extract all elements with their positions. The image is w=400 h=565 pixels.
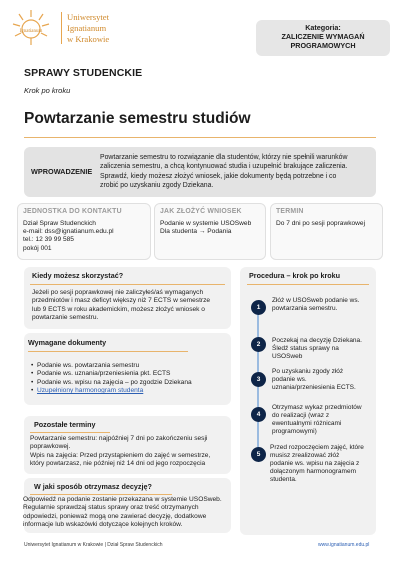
step-line: programowymi): [272, 428, 317, 435]
step-line: podanie ws.: [272, 376, 307, 383]
decision-line: Regularnie sprawdzaj status sprawy oraz treść otrzymanych: [23, 504, 199, 512]
university-name-line2: Ignatianum: [67, 23, 107, 33]
contact-box: [17, 203, 151, 260]
harmonogram-link[interactable]: Uzupełniony harmonogram studenta: [37, 386, 144, 394]
deadlines-line: który powtarzasz, nie później niż 14 dni od jego rozpoczęcia: [30, 459, 206, 467]
deadlines-line: poprawkowej.: [30, 443, 71, 451]
when-line: lub 9 ECTS w roku akademickim, możesz złożyć wniosek o: [32, 305, 205, 313]
step-number-5: 5: [251, 447, 266, 462]
decision-card: [24, 478, 231, 533]
documents-heading: Wymagane dokumenty: [28, 338, 107, 347]
category-value-line1: ZALICZENIE WYMAGAŃ: [281, 32, 365, 42]
term-box: [270, 203, 383, 260]
step-line: Otrzymasz wykaz przedmiotów: [272, 404, 362, 411]
step-text-3: [272, 368, 376, 392]
step-number-4: 4: [251, 407, 266, 422]
university-name-line1: Uniwersytet: [67, 12, 110, 22]
when-card: [24, 267, 231, 329]
how-to-apply-heading: JAK ZŁOŻYĆ WNIOSEK: [160, 208, 242, 215]
step-line: studenta.: [270, 476, 297, 483]
subtitle: Krok po kroku: [24, 86, 71, 95]
step-line: Śledź status sprawy na: [272, 345, 339, 352]
deadlines-line: Wpis na zajęcia: Przed przystąpieniem do zajęć w semestrze,: [30, 451, 211, 459]
category-value-line2: PROGRAMOWYCH: [290, 41, 356, 51]
decision-line: informacje lub wskazówki dotyczące kolejnych kroków.: [23, 520, 183, 528]
logo-divider: [61, 12, 62, 44]
document-item: • Podanie ws. uznania/przeniesienia pkt. ECTS: [31, 370, 227, 378]
documents-list: [31, 362, 227, 395]
when-divider: [30, 284, 225, 285]
contact-email[interactable]: e-mail: dss@ignatianum.edu.pl: [23, 228, 114, 236]
document-item[interactable]: [31, 387, 227, 395]
deadlines-text: [30, 435, 228, 468]
decision-line: Odpowiedź na podanie zostanie przekazana w systemie USOSweb.: [23, 496, 222, 503]
step-line: powtarzania semestru.: [272, 305, 338, 312]
term-heading: TERMIN: [276, 208, 304, 215]
document-item: • Podanie ws. powtarzania semestru: [31, 362, 227, 370]
intro-line: Powtarzanie semestru to rozwiązanie dla studentów, którzy nie spełnili warunków: [100, 154, 348, 161]
when-text: [32, 289, 228, 322]
intro-line: zaliczenia semestru, a chcą kontynuować studia i uzupełnić brakujące zaliczenia.: [100, 163, 348, 171]
contact-name: Dział Spraw Studenckich: [23, 220, 96, 227]
university-logo-icon: [10, 8, 52, 48]
intro-text: [100, 153, 372, 190]
step-number-3: 3: [251, 372, 266, 387]
deadlines-divider: [30, 432, 110, 433]
when-heading: Kiedy możesz skorzystać?: [32, 271, 124, 280]
when-line: Jeżeli po sesji poprawkowej nie zaliczyłeś/aś wymaganych: [32, 289, 204, 296]
intro-label: WPROWADZENIE: [31, 167, 93, 176]
step-text-2: [272, 337, 376, 361]
documents-card: [24, 333, 231, 405]
step-text-1: [272, 297, 376, 313]
deadlines-line: Powtarzanie semestru: najpóźniej 7 dni po zakończeniu sesji: [30, 435, 208, 442]
step-line: musisz zrealizować złóż: [270, 452, 340, 459]
footer-website-link[interactable]: www.ignatianum.edu.pl: [318, 542, 370, 548]
term-line1: Do 7 dni po sesji poprawkowej: [276, 220, 366, 227]
category-badge: [256, 20, 390, 56]
contact-phone[interactable]: tel.: 12 39 99 585: [23, 236, 74, 244]
footer-left: Uniwersytet Ignatianum w Krakowie | Dział Spraw Studenckich: [24, 542, 163, 548]
university-name-line3: w Krakowie: [67, 34, 110, 44]
step-text-4: [272, 404, 376, 436]
intro-line: zrobić po uzyskaniu zgody Dziekana.: [100, 181, 214, 189]
documents-divider: [28, 351, 188, 352]
how-to-apply-line2: Dla studenta → Podania: [160, 228, 232, 236]
step-line: Złóż w USOSweb podanie ws.: [272, 297, 360, 304]
step-line: podanie ws. wpisu na zajęcia z: [270, 460, 360, 467]
step-line: ewentualnymi różnicami: [272, 420, 342, 427]
deadlines-heading: Pozostałe terminy: [34, 420, 96, 429]
procedure-heading: Procedura – krok po kroku: [249, 271, 341, 280]
contact-room: pokój 001: [23, 244, 52, 252]
decision-text: [23, 496, 233, 529]
decision-divider: [30, 494, 172, 495]
decision-heading: W jaki sposób otrzymasz decyzję?: [34, 482, 152, 491]
step-line: dołączonym harmonogramem: [270, 468, 356, 475]
svg-text:Ignatianum: Ignatianum: [19, 29, 43, 34]
how-to-apply-box: [154, 203, 266, 260]
step-text-5: [270, 444, 374, 484]
how-to-apply-line1: Podanie w systemie USOSweb: [160, 220, 252, 227]
title-divider: [24, 137, 376, 138]
when-line: przedmiotów i masz deficyt większy niż 7 ECTS w semestrze: [32, 297, 211, 305]
procedure-divider: [247, 284, 369, 285]
university-name: [67, 12, 109, 45]
intro-line: Sprawdź, kiedy możesz złożyć wniosek, jakie dokumenty będą potrzebne i co: [100, 172, 337, 180]
document-item: • Podanie ws. wpisu na zajęcia – po zgodzie Dziekana: [31, 379, 227, 387]
contact-heading: JEDNOSTKA DO KONTAKTU: [23, 208, 122, 215]
step-line: Przed rozpoczęciem zajęć, które: [270, 444, 364, 451]
deadlines-card: [24, 416, 231, 474]
decision-line: odpowiedzi, ponieważ mogą one zawierać decyzję, dodatkowe: [23, 512, 207, 520]
step-line: uznania/przeniesienia ECTS.: [272, 384, 356, 391]
step-number-1: 1: [251, 300, 266, 315]
section-title: SPRAWY STUDENCKIE: [24, 67, 143, 79]
when-line: powtarzanie semestru.: [32, 313, 99, 321]
step-line: Poczekaj na decyzję Dziekana.: [272, 337, 362, 344]
step-line: Po uzyskaniu zgody złóż: [272, 368, 344, 375]
step-number-2: 2: [251, 337, 266, 352]
step-line: do realizacji (wraz z: [272, 412, 330, 419]
page-title: Powtarzanie semestru studiów: [24, 110, 251, 127]
step-line: USOSweb: [272, 353, 303, 360]
category-label: Kategoria:: [305, 23, 341, 32]
